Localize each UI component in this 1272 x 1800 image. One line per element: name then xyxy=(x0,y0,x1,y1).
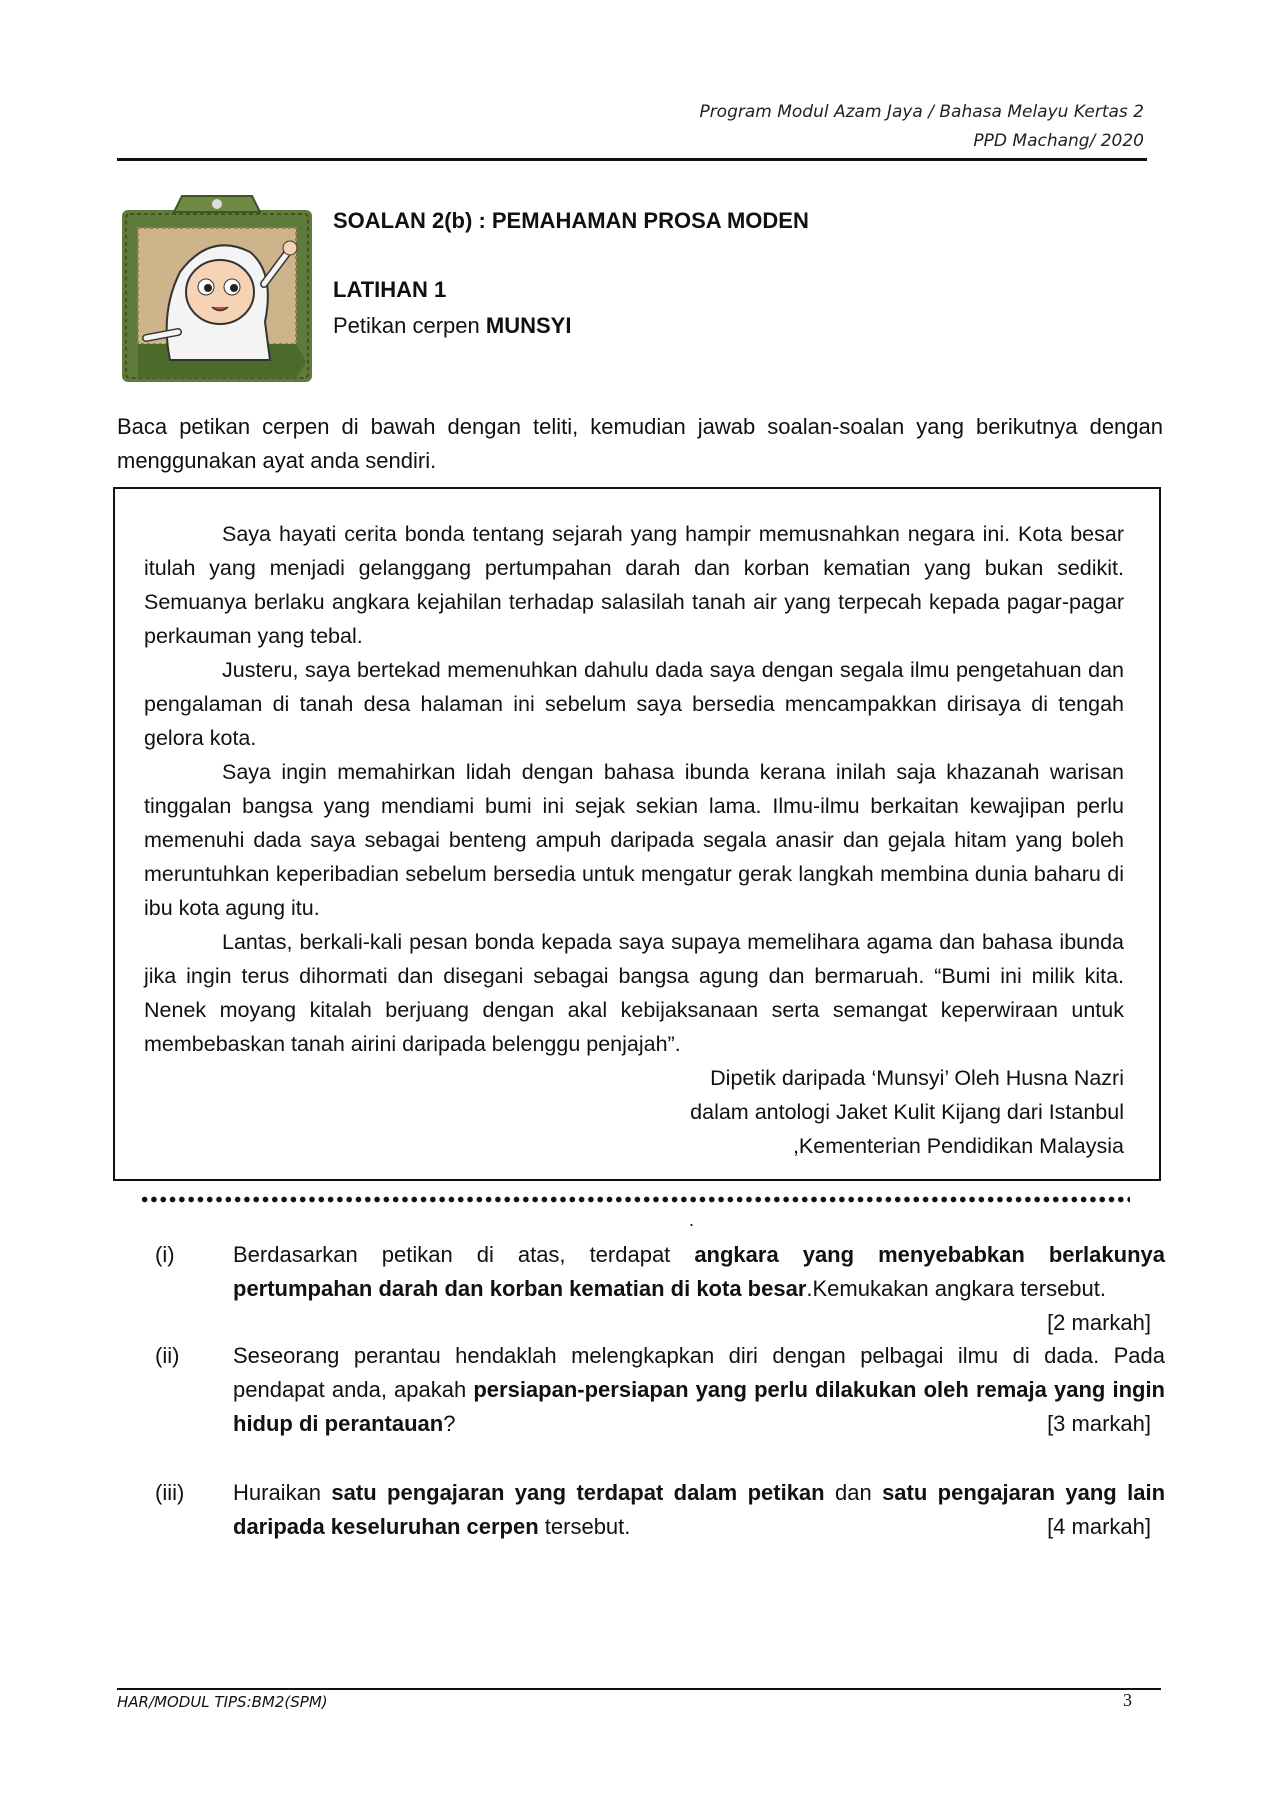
subtitle-bold: MUNSYI xyxy=(485,313,572,338)
question-number: (iii) xyxy=(155,1480,185,1505)
header-ppd: PPD Machang/ 2020 xyxy=(973,131,1144,151)
question-text-bold: persiapan-persiapan yang perlu dilakukan oleh remaja yang ingin hidup di perantauan xyxy=(233,1377,1165,1436)
question-marks: [2 markah] xyxy=(1047,1310,1151,1335)
question-text xyxy=(233,1476,1165,1544)
page-number: 3 xyxy=(1123,1690,1132,1710)
question-number: (ii) xyxy=(155,1343,180,1368)
question-text-part: tersebut. xyxy=(538,1514,631,1539)
question-text-part: ? xyxy=(443,1411,456,1436)
passage-subtitle xyxy=(333,313,571,339)
credit-line: Dipetik daripada ‘Munsyi’ Oleh Husna Nazri xyxy=(710,1066,1124,1090)
passage-paragraph: Justeru, saya bertekad memenuhkan dahulu dada saya dengan segala ilmu pengetahuan dan pengalaman di tanah desa halaman ini sebelum saya bersedia mencampakkan dirisaya di tengah gelora kota. xyxy=(144,658,1124,750)
question-text-bold: satu pengajaran yang lain daripada keseluruhan cerpen xyxy=(233,1480,1166,1539)
passage-paragraph: Saya ingin memahirkan lidah dengan bahasa ibunda kerana inilah saja khazanah warisan tinggalan bangsa yang mendiami bumi ini sejak sekian lama. Ilmu-ilmu berkaitan kewajipan perlu memenuhi dada saya sebagai benteng ampuh daripada segala anasir dan gejala hitam yang boleh meruntuhkan keperibadian sebelum bersedia untuk mengatur gerak langkah membina dunia baharu di ibu kota agung itu. xyxy=(144,760,1124,920)
subtitle-prefix: Petikan cerpen xyxy=(333,313,486,338)
question-text-part: .Kemukakan angkara tersebut. xyxy=(806,1276,1106,1301)
question-text-bold: angkara yang menyebabkan berlakunya pertumpahan darah dan korban kematian di kota besar xyxy=(233,1242,1165,1301)
question-text-part: Huraikan xyxy=(233,1480,332,1505)
question-marks: [3 markah] xyxy=(1047,1411,1151,1436)
question-marks: [4 markah] xyxy=(1047,1514,1151,1539)
header-program: Program Modul Azam Jaya / Bahasa Melayu Kertas 2 xyxy=(699,102,1144,122)
passage-credits xyxy=(690,1061,1124,1163)
question-text-part: Berdasarkan petikan di atas, terdapat xyxy=(233,1242,695,1267)
question-item xyxy=(155,1238,1165,1340)
passage-paragraph: Lantas, berkali-kali pesan bonda kepada saya supaya memelihara agama dan bahasa ibunda jika ingin terus dihormati dan disegani sebagai bangsa agung dan bermaruah. “Bumi ini milik kita. Nenek moyang kitalah berjuang dengan akal kebijaksanaan serta semangat keperwiraan untuk membebaskan tanah airini daripada belenggu penjajah”. xyxy=(144,930,1124,1056)
instruction-text: Baca petikan cerpen di bawah dengan teliti, kemudian jawab soalan-soalan yang berikutnya dengan menggunakan ayat anda sendiri. xyxy=(117,414,1163,473)
dotted-separator xyxy=(140,1196,1130,1203)
question-item xyxy=(155,1339,1165,1441)
question-text xyxy=(233,1238,1165,1335)
question-item xyxy=(155,1476,1165,1544)
passage-paragraph: Saya hayati cerita bonda tentang sejarah yang hampir memusnahkan negara ini. Kota besar itulah yang menjadi gelanggang pertumpahan darah dan korban kematian yang bukan sedikit. Semuanya berlaku angkara kejahilan terhadap salasilah tanah air yang terpecah kepada pagar-pagar perkauman yang tebal. xyxy=(144,522,1124,648)
footer-module: HAR/MODUL TIPS:BM2(SPM) xyxy=(117,1693,328,1711)
hijab-girl-icon xyxy=(120,192,314,384)
credit-line: dalam antologi Jaket Kulit Kijang dari Istanbul xyxy=(690,1100,1124,1124)
question-text-part: dan xyxy=(824,1480,883,1505)
exercise-title: LATIHAN 1 xyxy=(333,277,447,302)
footer-divider xyxy=(117,1688,1161,1690)
credit-line: ,Kementerian Pendidikan Malaysia xyxy=(792,1134,1124,1158)
header-divider xyxy=(117,158,1147,161)
question-text-part: Seseorang perantau hendaklah melengkapkan diri dengan pelbagai ilmu di dada. Pada pendapat anda, apakah xyxy=(233,1343,1165,1402)
section-title: SOALAN 2(b) : PEMAHAMAN PROSA MODEN xyxy=(333,208,809,233)
question-text-bold: satu pengajaran yang terdapat dalam petikan xyxy=(331,1480,825,1505)
question-text xyxy=(233,1339,1165,1441)
question-number: (i) xyxy=(155,1242,175,1267)
passage-body xyxy=(144,517,1124,1061)
separator-dot: . xyxy=(689,1210,695,1230)
